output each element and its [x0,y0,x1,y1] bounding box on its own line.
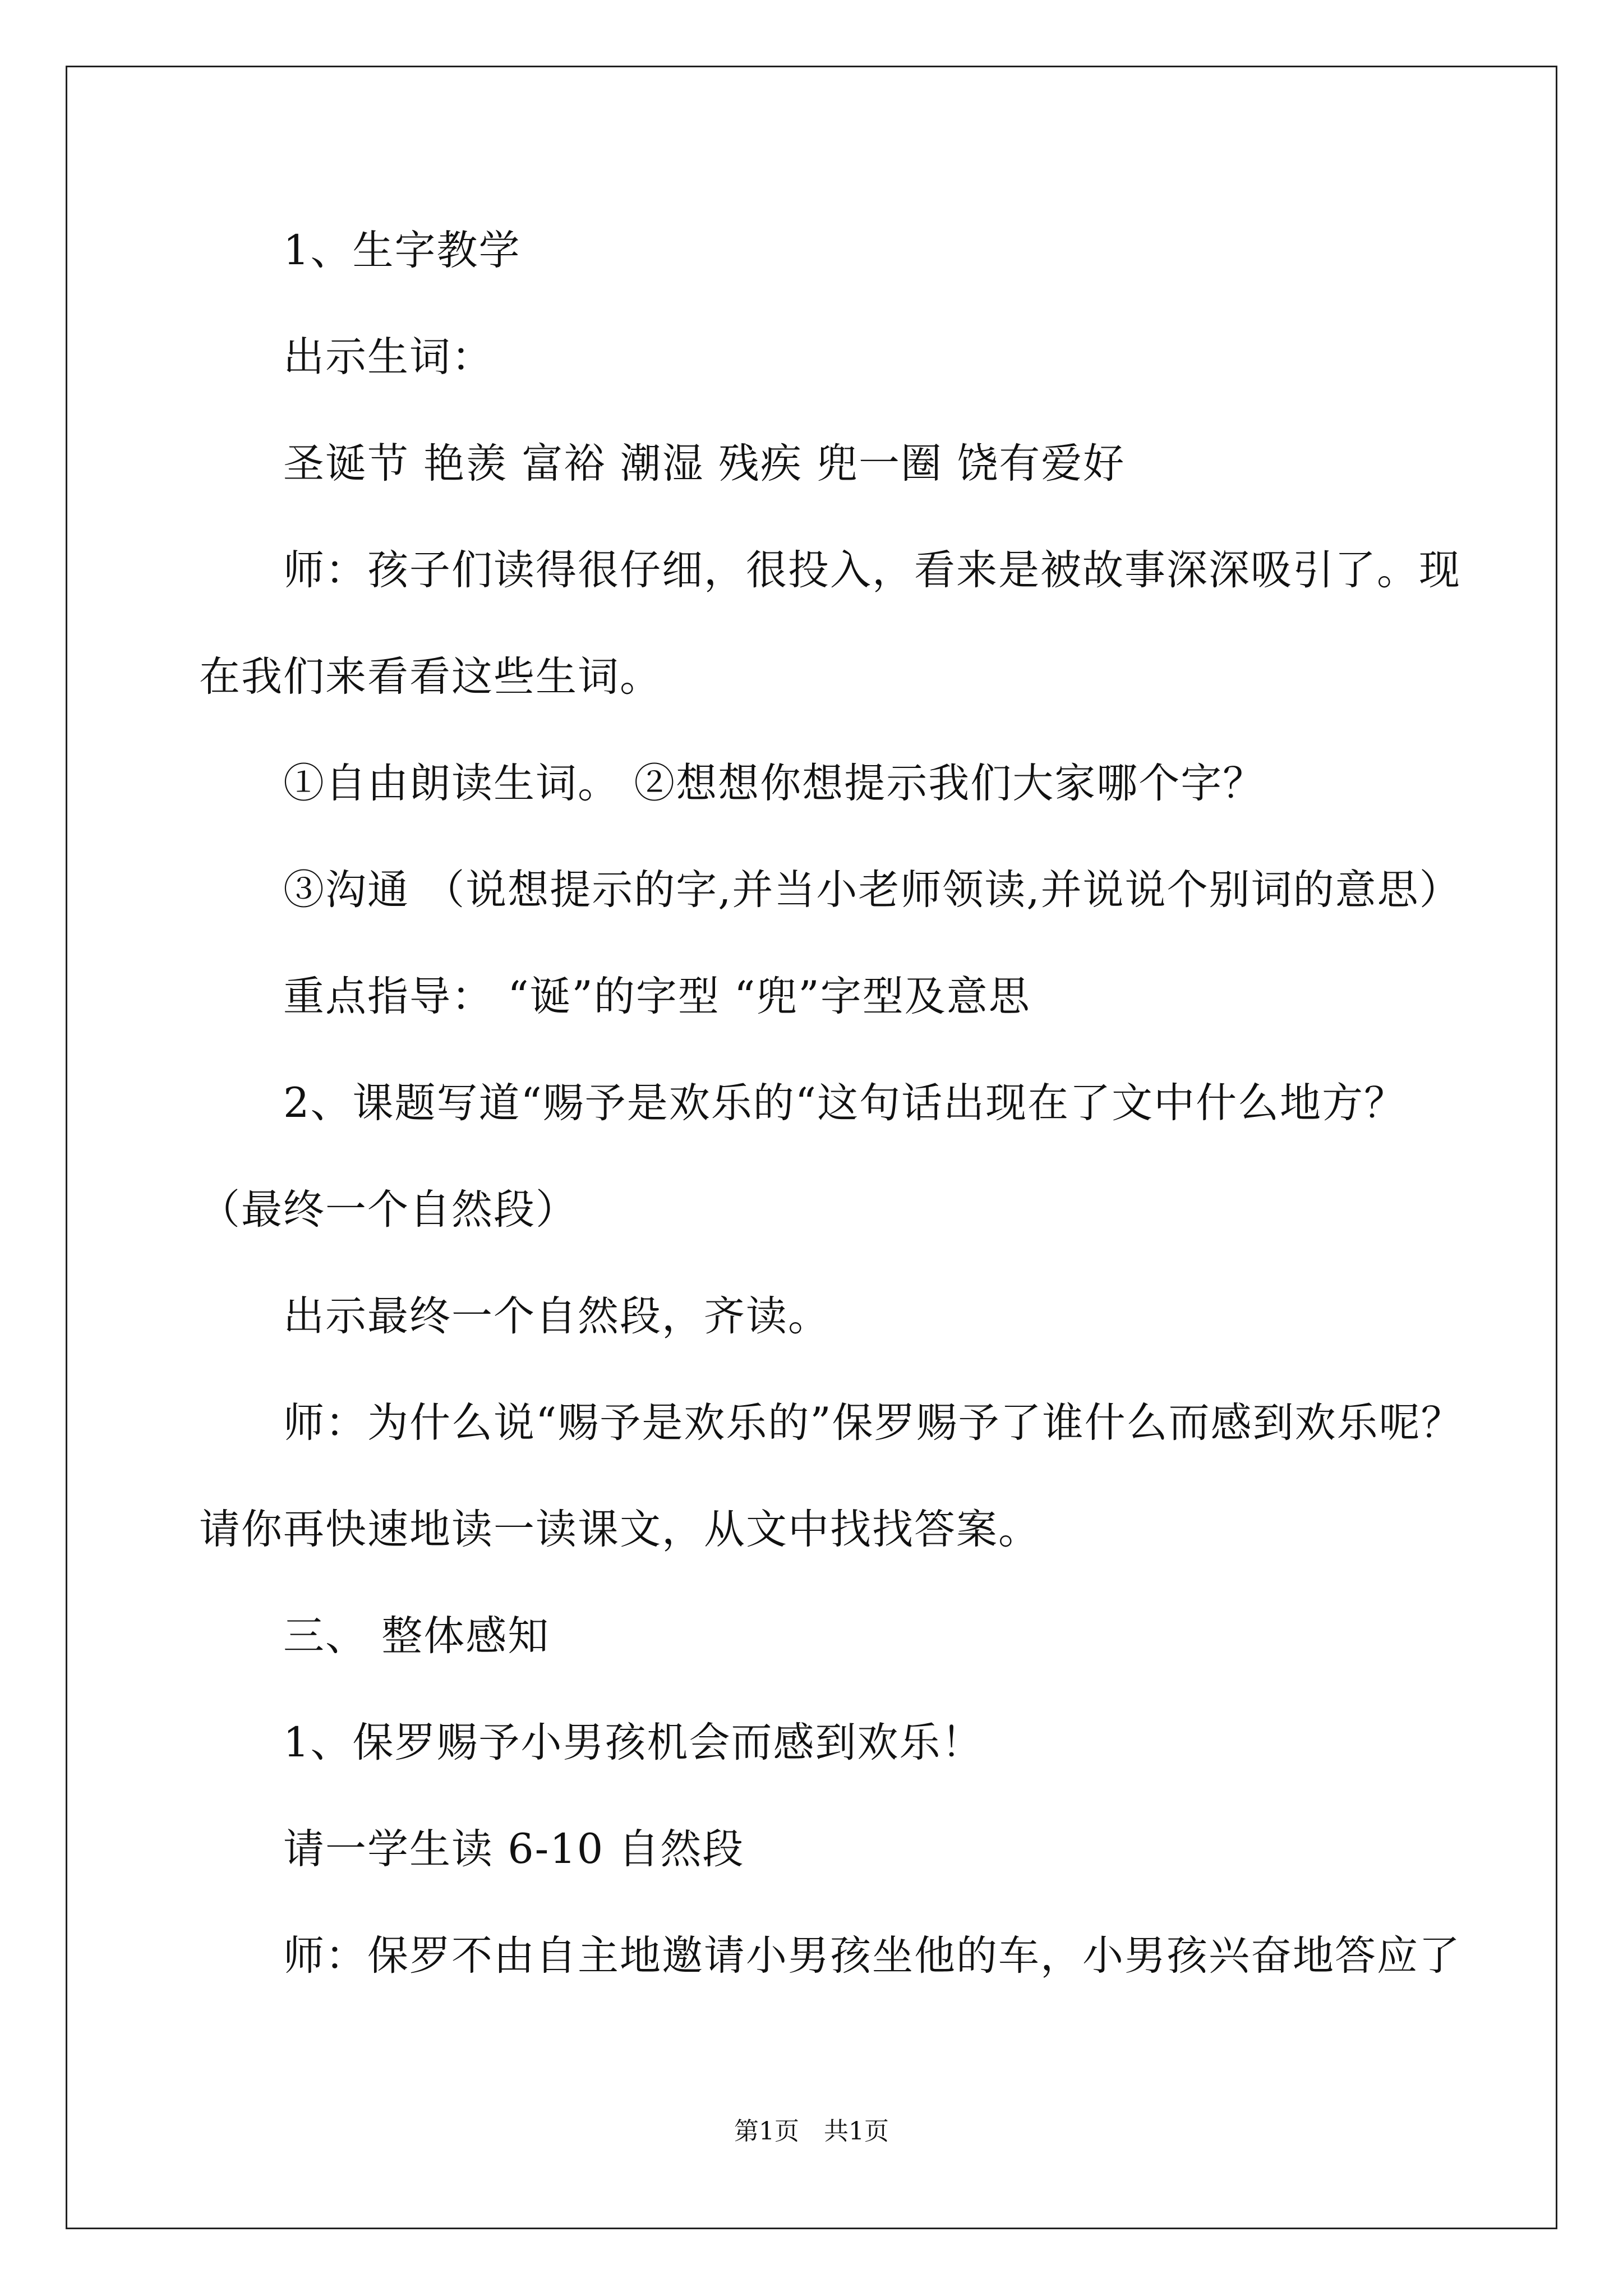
paragraph: 师：孩子们读得很仔细，很投入，看来是被故事深深吸引了。现 [283,546,1461,594]
paragraph: 重点指导： “诞”的字型 “兜”字型及意思 [283,973,1031,1020]
paragraph: 出示生词： [283,333,494,381]
paragraph: 1、生字教学 [283,227,521,274]
paragraph: ①自由朗读生词。 ②想想你想提示我们大家哪个字？ [283,760,1265,807]
paragraph: 师：保罗不由自主地邀请小男孩坐他的车，小男孩兴奋地答应了 [283,1932,1461,1980]
paragraph: 2、课题写道“赐予是欢乐的“这句话出现在了文中什么地方？ [283,1079,1407,1127]
paragraph: 请你再快速地读一读课文，从文中找找答案。 [199,1506,1040,1553]
paragraph: 请一学生读 6-10 自然段 [283,1825,745,1873]
paragraph: （最终一个自然段） [199,1186,578,1234]
section-heading: 三、 整体感知 [283,1612,550,1660]
paragraph: 在我们来看看这些生词。 [199,653,662,701]
page-number-footer: 第1页 共1页 [734,2117,889,2146]
page-border [66,66,1557,2229]
paragraph: 1、保罗赐予小男孩机会而感到欢乐！ [283,1719,984,1766]
paragraph: 师：为什么说“赐予是欢乐的”保罗赐予了谁什么而感到欢乐呢？ [283,1399,1463,1447]
paragraph: 圣诞节 艳羡 富裕 潮湿 残疾 兜一圈 饶有爱好 [283,440,1126,487]
paragraph: 出示最终一个自然段，齐读。 [283,1292,830,1340]
paragraph: ③沟通 （说想提示的字,并当小老师领读,并说说个别词的意思） [283,866,1461,914]
